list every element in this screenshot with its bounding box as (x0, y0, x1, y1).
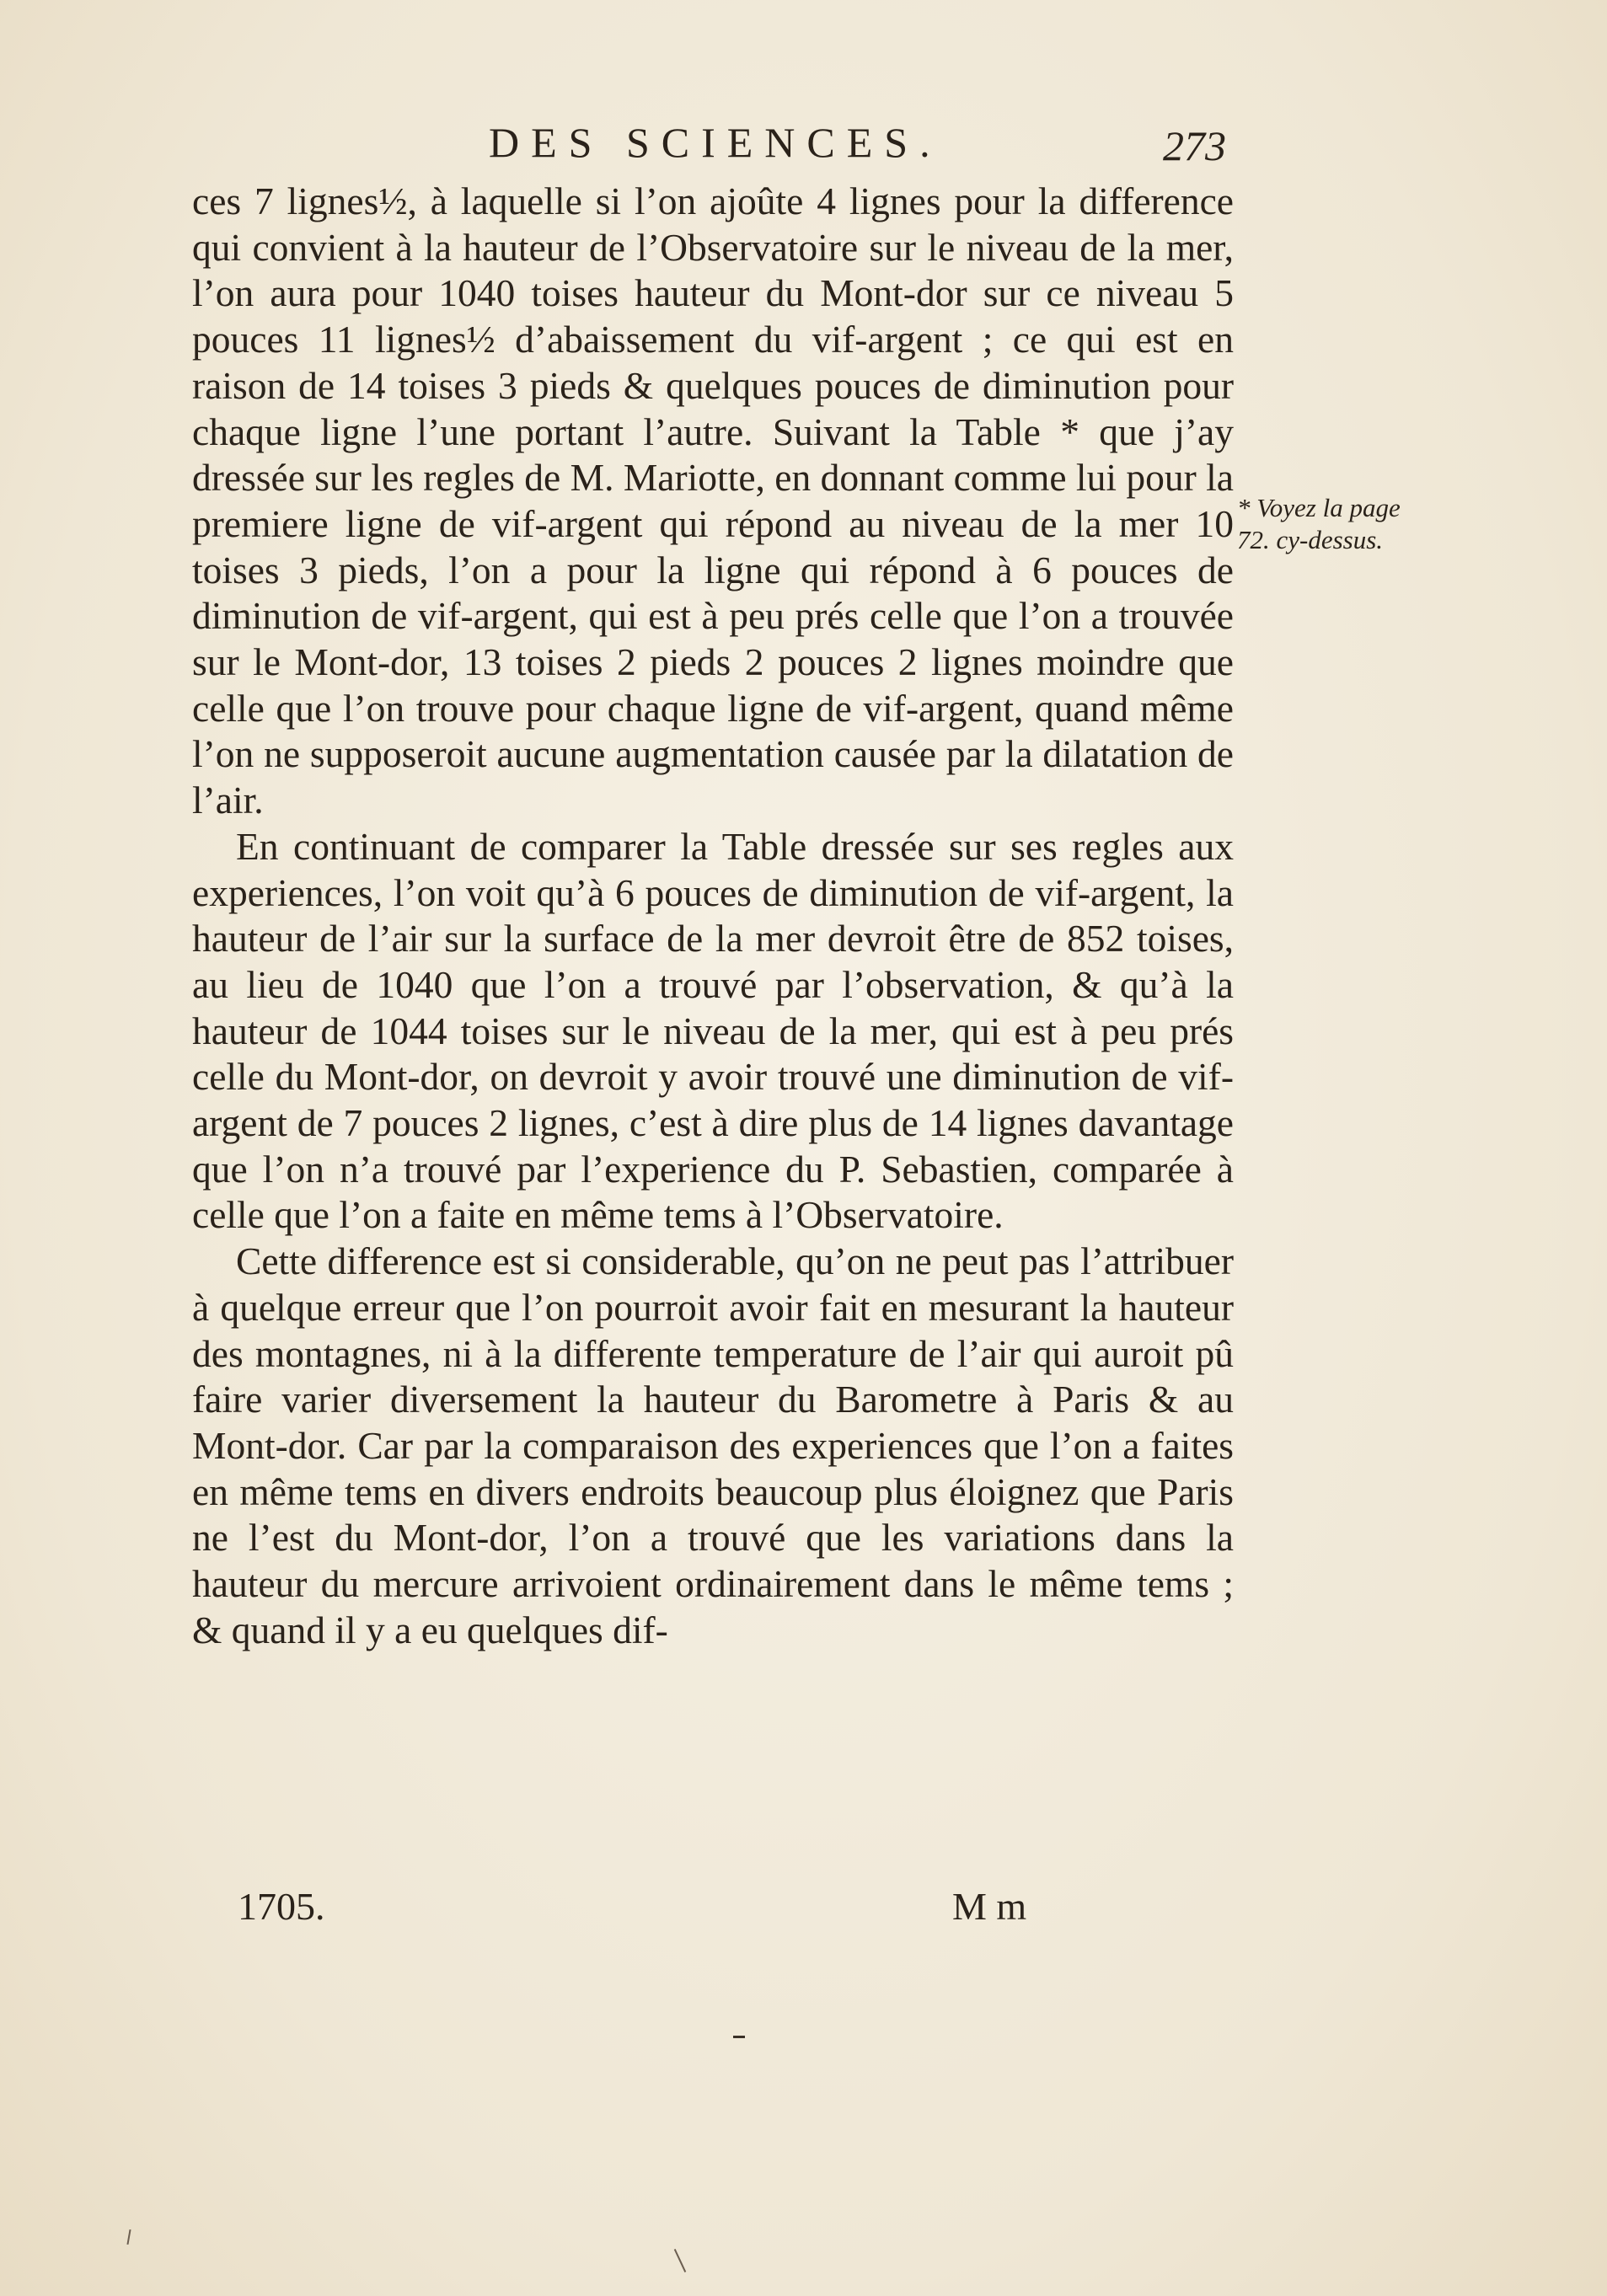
page-number: 273 (1163, 122, 1226, 169)
footer-year: 1705. (238, 1885, 325, 1928)
stray-ink-mark (674, 2249, 686, 2272)
stray-ink-mark (126, 2229, 131, 2245)
marginal-note: * Voyez la page 72. cy-dessus. (1237, 493, 1401, 554)
paragraph-2: En continuant de comparer la Table dressée sur ses regles aux experiences, l’on voit qu’à 6 pouces de diminution de vif-argent, la hauteur de l’air sur la surface de la mer devroit être de 852 toises, au lieu de 1040 que l’on a trouvé par l’observation, & qu’à la hauteur de 1044 toises sur le niveau de la mer, qui est à peu prés celle du Mont-dor, on devroit y avoir trouvé une diminution de vif-argent de 7 pouces 2 lignes, c’est à dire plus de 14 lignes davantage que l’on n’a trouvé par l’experience du P. Sebastien, comparée à celle que l’on a faite en même tems à l’Observatoire. (192, 824, 1234, 1237)
signature-mark: M m (952, 1885, 1027, 1928)
ink-dash (733, 2036, 745, 2038)
paragraph-3: Cette difference est si considerable, qu’on ne peut pas l’attribuer à quelque erreur que l’on pourroit avoir fait en mesurant la hauteur des montagnes, ni à la differente temperature de l’air qui auroit pû faire varier diversement la hauteur du Barometre à Paris & au Mont-dor. Car par la comparaison des experiences que l’on a faites en même tems en divers endroits beaucoup plus éloignez que Paris ne l’est du Mont-dor, l’on a trouvé que les variations dans la hauteur du mercure arrivoient ordinairement dans le même tems ; & quand il y a eu quelques dif- (192, 1239, 1234, 1651)
paragraph-1: ces 7 lignes½, à laquelle si l’on ajoûte 4 lignes pour la difference qui convient à la hauteur de l’Observatoire sur le niveau de la mer, l’on aura pour 1040 toises hauteur du Mont-dor sur ce niveau 5 pouces 11 lignes½ d’abaissement du vif-argent ; ce qui est en raison de 14 toises 3 pieds & quelques pouces de diminution pour chaque ligne l’une portant l’autre. Suivant la Table * que j’ay dressée sur les regles de M. Mariotte, en donnant comme lui pour la premiere ligne de vif-argent qui répond au niveau de la mer 10 toises 3 pieds, l’on a pour la ligne qui répond à 6 pouces de diminution de vif-argent, qui est à peu prés celle que l’on a trouvée sur le Mont-dor, 13 toises 2 pieds 2 pouces 2 lignes moindre que celle que l’on trouve pour chaque ligne de vif-argent, quand même l’on ne supposeroit aucune augmentation causée par la dilatation de l’air. (192, 179, 1234, 822)
running-title: DES SCIENCES. (489, 119, 942, 166)
running-header (472, 118, 1230, 177)
body-text (192, 179, 1234, 1654)
